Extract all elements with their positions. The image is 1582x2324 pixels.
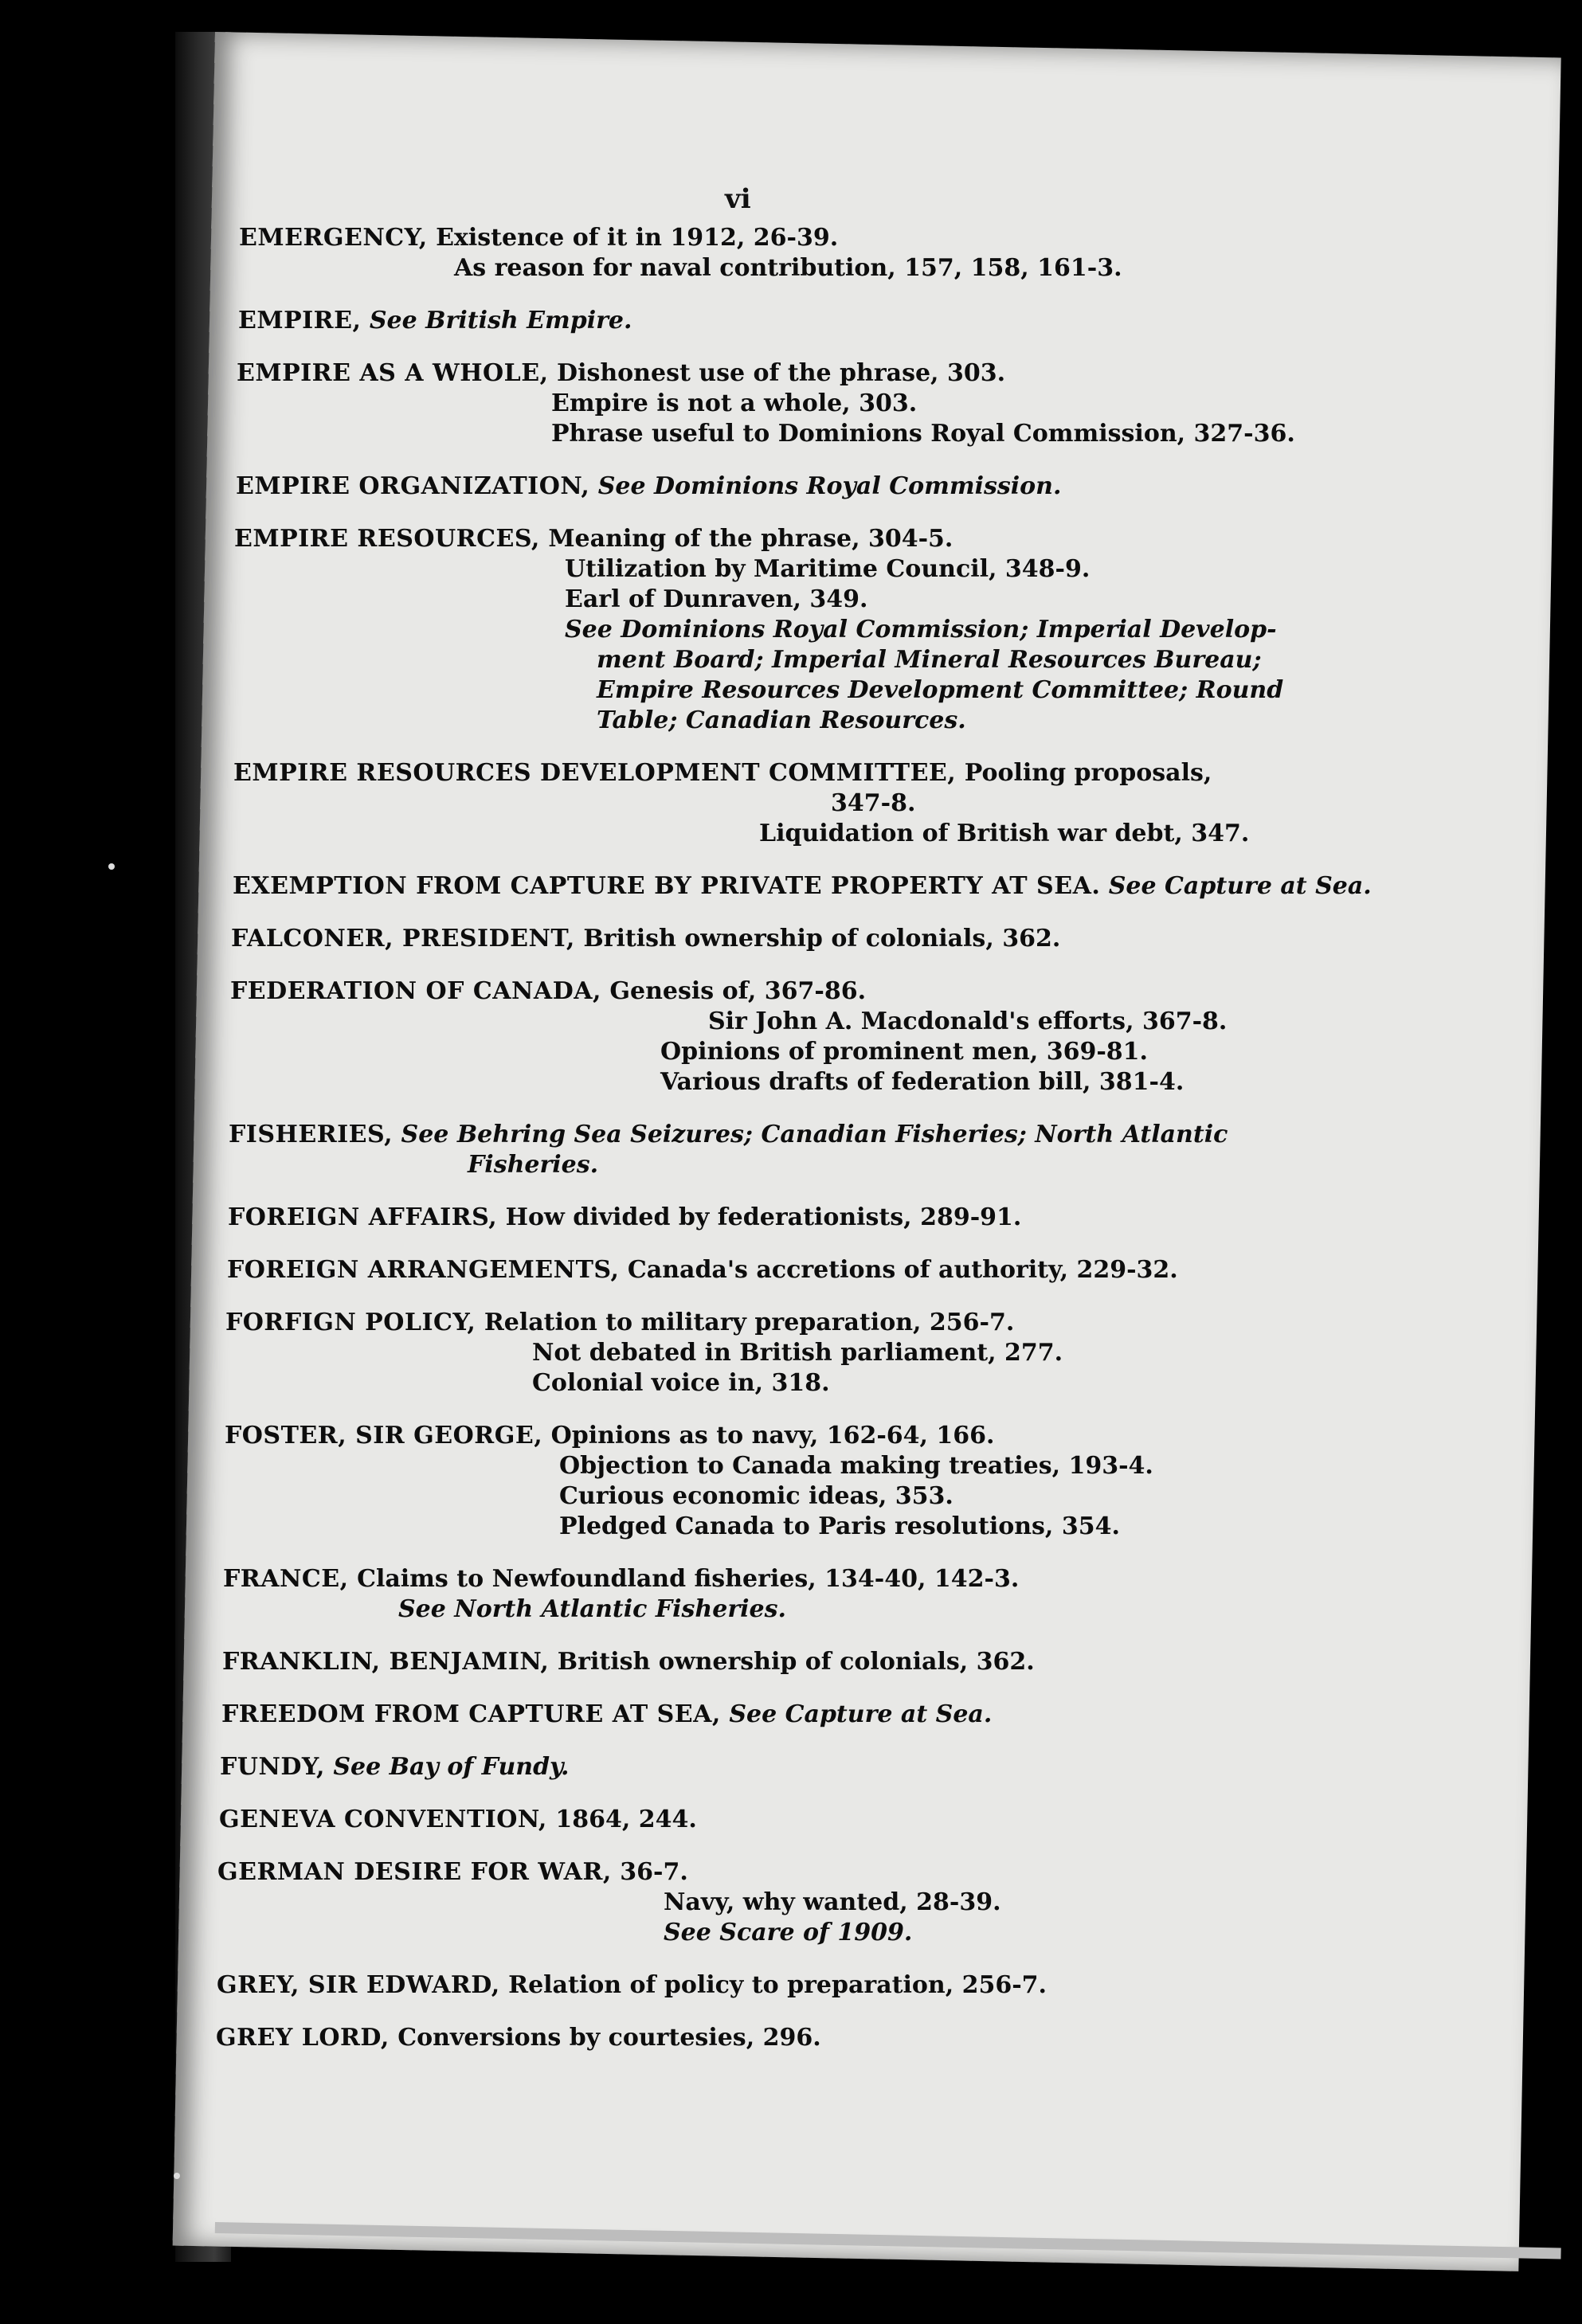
index-entry-first-line (233, 758, 1301, 788)
index-reference-text: Relation to military preparation, 256-7. (484, 1309, 1015, 1336)
index-entry-first-line (230, 976, 1298, 1007)
index-reference-text: Relation of policy to preparation, 256-7. (508, 1971, 1047, 1999)
index-subentry-line (225, 1481, 1292, 1512)
index-subentry-line (234, 645, 1302, 675)
index-subentry-line (223, 1594, 1290, 1625)
index-subentry-line (237, 389, 1304, 419)
index-entry (220, 1752, 1287, 1782)
index-heading: EMPIRE RESOURCES DEVELOPMENT COMMITTEE, (233, 759, 957, 787)
index-reference-text: Opinions as to navy, 162-64, 166. (550, 1422, 995, 1450)
index-entry-first-line (216, 2023, 1283, 2053)
index-reference-text: Liquidation of British war debt, 347. (759, 820, 1250, 847)
index-reference-text: Colonial voice in, 318. (532, 1369, 830, 1397)
index-entry-first-line (227, 1255, 1294, 1285)
cross-reference-text: Table; Canadian Resources. (597, 706, 966, 734)
index-entry (225, 1421, 1292, 1542)
index-reference-text: Meaning of the phrase, 304-5. (548, 525, 954, 553)
index-reference-text: Curious economic ideas, 353. (559, 1482, 954, 1510)
index-heading: FRANKLIN, BENJAMIN, (222, 1648, 550, 1676)
index-heading: GENEVA CONVENTION, (219, 1806, 547, 1833)
index-subentry-line (225, 1338, 1293, 1368)
index-subentry-line (230, 1037, 1298, 1067)
cross-reference-text: See North Atlantic Fisheries. (398, 1595, 786, 1623)
cross-reference-text: See Capture at Sea. (1108, 872, 1372, 900)
index-reference-text: Earl of Dunraven, 349. (565, 585, 868, 613)
index-reference-text: How divided by federationists, 289-91. (505, 1203, 1022, 1231)
index-entry-first-line (239, 223, 1306, 253)
index-subentry-line (217, 1888, 1285, 1918)
index-reference-text: Pooling proposals, (964, 759, 1212, 787)
cross-reference-text: See Scare of 1909. (664, 1919, 913, 1946)
index-entry-first-line (237, 358, 1304, 389)
index-entry-first-line (217, 1970, 1284, 2001)
index-entry-first-line (238, 306, 1306, 336)
index-heading: EMPIRE, (238, 307, 362, 335)
index-subentry-line (233, 788, 1301, 819)
index-subentry-line (217, 1918, 1285, 1948)
index-heading: FUNDY, (220, 1753, 325, 1781)
index-reference-text: Pledged Canada to Paris resolutions, 354. (559, 1512, 1120, 1540)
cross-reference-text: ment Board; Imperial Mineral Resources Bureau; (597, 646, 1262, 674)
index-reference-text: British ownership of colonials, 362. (557, 1648, 1035, 1676)
index-reference-text: Objection to Canada making treaties, 193-4. (559, 1452, 1153, 1480)
index-subentry-line (225, 1451, 1292, 1481)
index-entry-first-line (225, 1308, 1293, 1338)
index-entry-first-line (222, 1647, 1290, 1677)
scan-artifact-mark (108, 863, 115, 870)
index-heading: FOREIGN ARRANGEMENTS, (227, 1256, 620, 1284)
index-entry (222, 1647, 1290, 1677)
index-reference-text: Existence of it in 1912, 26-39. (436, 224, 839, 252)
index-entry (237, 358, 1304, 449)
index-reference-text: 347-8. (831, 789, 916, 817)
index-list (216, 223, 1372, 2076)
index-subentry-line (225, 1512, 1292, 1542)
index-entry (230, 976, 1298, 1097)
index-heading: FEDERATION OF CANADA, (230, 977, 601, 1005)
index-reference-text: Opinions of prominent men, 369-81. (660, 1038, 1148, 1066)
index-heading: EXEMPTION FROM CAPTURE BY PRIVATE PROPERTY AT SEA. (233, 872, 1101, 900)
index-entry (228, 1203, 1295, 1233)
index-entry (233, 871, 1372, 902)
index-reference-text: Dishonest use of the phrase, 303. (557, 359, 1006, 387)
index-entry (239, 223, 1306, 284)
index-subentry-line (237, 419, 1304, 449)
index-reference-text: Genesis of, 367-86. (609, 977, 867, 1005)
index-reference-text: As reason for naval contribution, 157, 158, 161-3. (454, 254, 1122, 282)
index-heading: FREEDOM FROM CAPTURE AT SEA, (221, 1700, 721, 1728)
index-entry (223, 1564, 1290, 1625)
index-reference-text: Utilization by Maritime Council, 348-9. (565, 555, 1091, 583)
cross-reference-text: See Behring Sea Seizures; Canadian Fisheries; North Atlantic (401, 1121, 1228, 1148)
index-entry (227, 1255, 1294, 1285)
index-heading: GERMAN DESIRE FOR WAR, (217, 1858, 612, 1886)
index-reference-text: Various drafts of federation bill, 381-4. (660, 1068, 1185, 1096)
index-entry (231, 924, 1298, 954)
index-reference-text: 36-7. (620, 1858, 688, 1886)
cross-reference-text: See British Empire. (369, 307, 632, 335)
index-heading: FOSTER, SIR GEORGE, (225, 1422, 543, 1450)
index-entry-first-line (223, 1564, 1290, 1594)
cross-reference-text: See Dominions Royal Commission. (597, 472, 1062, 500)
index-entry-first-line (217, 1857, 1285, 1888)
index-entry (229, 1120, 1296, 1180)
index-reference-text: Conversions by courtesies, 296. (397, 2024, 821, 2052)
cross-reference-text: Empire Resources Development Committee; Round (597, 676, 1284, 704)
index-entry (221, 1700, 1289, 1730)
cross-reference-text: See Capture at Sea. (729, 1700, 993, 1728)
index-entry-first-line (236, 471, 1303, 502)
index-entry-first-line (219, 1805, 1286, 1835)
index-heading: FRANCE, (223, 1565, 349, 1593)
page-number: vi (725, 183, 751, 215)
index-reference-text: Claims to Newfoundland fisheries, 134-40, 142-3. (357, 1565, 1020, 1593)
index-entry (236, 471, 1303, 502)
index-subentry-line (234, 675, 1302, 706)
index-heading: FISHERIES, (229, 1121, 394, 1148)
cross-reference-text: See Bay of Fundy. (333, 1753, 570, 1781)
index-entry (225, 1308, 1293, 1399)
cross-reference-text: Fisheries. (468, 1151, 599, 1179)
index-entry-first-line (228, 1203, 1295, 1233)
index-reference-text: Phrase useful to Dominions Royal Commission, 327-36. (551, 420, 1295, 448)
index-heading: FORFIGN POLICY, (225, 1309, 476, 1336)
index-reference-text: Empire is not a whole, 303. (551, 389, 918, 417)
index-heading: EMPIRE AS A WHOLE, (237, 359, 549, 387)
index-subentry-line (225, 1368, 1293, 1399)
index-subentry-line (239, 253, 1306, 284)
index-subentry-line (234, 554, 1302, 585)
index-entry (217, 1857, 1285, 1948)
index-subentry-line (230, 1007, 1298, 1037)
index-entry (216, 2023, 1283, 2053)
index-entry-first-line (233, 871, 1372, 902)
index-heading: FALCONER, PRESIDENT, (231, 925, 575, 953)
index-subentry-line (229, 1150, 1296, 1180)
index-subentry-line (230, 1067, 1298, 1097)
index-heading: FOREIGN AFFAIRS, (228, 1203, 498, 1231)
index-reference-text: 1864, 244. (555, 1806, 697, 1833)
index-entry (219, 1805, 1286, 1835)
index-reference-text: Not debated in British parliament, 277. (532, 1339, 1063, 1367)
index-entry-first-line (221, 1700, 1289, 1730)
index-entry (234, 524, 1302, 736)
index-entry (217, 1970, 1284, 2001)
index-entry-first-line (231, 924, 1298, 954)
index-entry-first-line (220, 1752, 1287, 1782)
index-entry-first-line (234, 524, 1302, 554)
index-reference-text: Sir John A. Macdonald's efforts, 367-8. (708, 1007, 1228, 1035)
index-heading: GREY, SIR EDWARD, (217, 1971, 500, 1999)
index-heading: GREY LORD, (216, 2024, 390, 2052)
scan-artifact-mark (174, 2173, 180, 2179)
cross-reference-text: See Dominions Royal Commission; Imperial Develop- (565, 616, 1277, 644)
index-heading: EMERGENCY, (239, 224, 428, 252)
index-reference-text: Navy, why wanted, 28-39. (664, 1888, 1001, 1916)
index-heading: EMPIRE ORGANIZATION, (236, 472, 590, 500)
index-reference-text: British ownership of colonials, 362. (583, 925, 1061, 953)
index-subentry-line (233, 819, 1301, 849)
index-subentry-line (234, 585, 1302, 615)
index-subentry-line (234, 615, 1302, 645)
index-entry-first-line (229, 1120, 1296, 1150)
index-reference-text: Canada's accretions of authority, 229-32. (627, 1256, 1178, 1284)
index-entry-first-line (225, 1421, 1292, 1451)
index-entry (233, 758, 1301, 849)
index-subentry-line (234, 706, 1302, 736)
index-heading: EMPIRE RESOURCES, (234, 525, 540, 553)
index-entry (238, 306, 1306, 336)
